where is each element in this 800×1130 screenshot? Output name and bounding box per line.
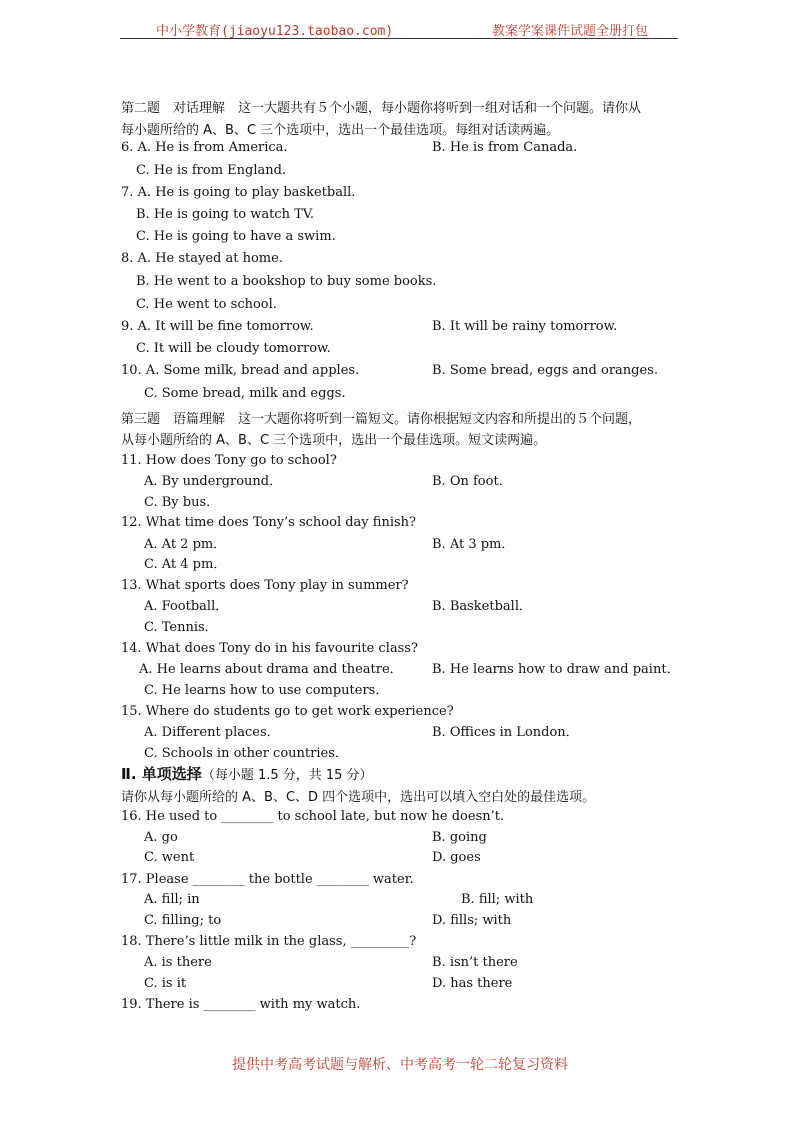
q11-option-a: A. By underground． [144, 474, 283, 489]
q14-option-c: C. He learns how to use computers． [144, 683, 389, 698]
q17-question: 17. Please ________ the bottle ________ water. [121, 872, 414, 887]
part2-heading [121, 766, 373, 784]
header-left: 中小学教育(jiaoyu123.taobao.com) [156, 24, 394, 39]
q10-option-a: 10. A. Some milk, bread and apples. [121, 363, 360, 378]
part2-instruction: 请你从每小题所给的 A、B、C、D 四个选项中，选出可以填入空白处的最佳选项。 [121, 790, 596, 805]
q7-option-a: 7. A. He is going to play basketball. [121, 185, 356, 200]
q13-option-a: A. Football． [144, 599, 229, 614]
part2-score: （每小题 1.5 分，共 15 分） [201, 768, 373, 783]
q12-option-b: B. At 3 pm． [432, 537, 515, 552]
q15-option-c: C. Schools in other countries． [144, 746, 348, 761]
q14-question: 14. What does Tony do in his favourite class? [121, 641, 418, 656]
q9-option-a: 9. A. It will be fine tomorrow. [121, 319, 314, 334]
section2-intro-line1: 第二题 对话理解 这一大题共有５个小题，每小题你将听到一组对话和一个问题。请你从 [121, 101, 642, 116]
q8-option-b: B. He went to a bookshop to buy some books. [136, 274, 437, 289]
q7-option-b: B. He is going to watch TV. [136, 207, 315, 222]
q18-option-c: C. is it [144, 976, 187, 991]
q19-question: 19. There is ________ with my watch. [121, 997, 361, 1012]
q14-option-a: A. He learns about drama and theatre． [139, 662, 403, 677]
q16-option-d: D. goes [432, 850, 481, 865]
section3-intro-line1: 第三题 语篇理解 这一大题你将听到一篇短文。请你根据短文内容和所提出的５个问题， [121, 412, 642, 427]
q16-option-b: B. going [432, 830, 487, 845]
q17-option-a: A. fill; in [144, 892, 200, 907]
q7-option-c: C. He is going to have a swim. [136, 229, 336, 244]
q6-option-b: B. He is from Canada. [432, 140, 578, 155]
q11-option-c: C. By bus． [144, 495, 220, 510]
page-header [120, 18, 678, 39]
q8-option-a: 8. A. He stayed at home. [121, 251, 283, 266]
q6-option-c: C. He is from England. [136, 163, 287, 178]
q13-option-c: C. Tennis． [144, 620, 218, 635]
q16-option-c: C. went [144, 850, 195, 865]
q8-option-c: C. He went to school. [136, 297, 277, 312]
header-right: 教案学案课件试题全册打包 [491, 24, 648, 39]
q15-option-a: A. Different places． [144, 725, 280, 740]
q17-option-b: B. fill; with [461, 892, 534, 907]
q13-question: 13. What sports does Tony play in summer? [121, 578, 409, 593]
q9-option-c: C. It will be cloudy tomorrow. [136, 341, 331, 356]
q9-option-b: B. It will be rainy tomorrow. [432, 319, 618, 334]
q10-option-c: C. Some bread, milk and eggs. [144, 386, 346, 401]
q13-option-b: B. Basketball． [432, 599, 532, 614]
q16-option-a: A. go [144, 830, 178, 845]
q15-question: 15. Where do students go to get work experience? [121, 704, 454, 719]
q12-question: 12. What time does Tony’s school day finish? [121, 515, 417, 530]
q10-option-b: B. Some bread, eggs and oranges. [432, 363, 658, 378]
q12-option-a: A. At 2 pm． [144, 537, 227, 552]
q18-option-a: A. is there [144, 955, 212, 970]
q17-option-d: D. fills; with [432, 913, 512, 928]
q11-option-b: B. On foot． [432, 474, 512, 489]
page-footer: 提供中考高考试题与解析、中考高考一轮二轮复习资料 [232, 1057, 568, 1073]
q18-option-d: D. has there [432, 976, 513, 991]
q16-question: 16. He used to ________ to school late, but now he doesn’t. [121, 809, 505, 824]
section3-intro-line2: 从每小题所给的 A、B、C 三个选项中，选出一个最佳选项。短文读两遍。 [121, 433, 547, 448]
q18-option-b: B. isn’t there [432, 955, 518, 970]
q17-option-c: C. filling; to [144, 913, 222, 928]
q15-option-b: B. Offices in London． [432, 725, 579, 740]
q14-option-b: B. He learns how to draw and paint． [432, 662, 680, 677]
section2-intro-line2: 每小题所给的 A、B、C 三个选项中，选出一个最佳选项。每组对话读两遍。 [121, 123, 560, 138]
q6-option-a: 6. A. He is from America. [121, 140, 288, 155]
q18-question: 18. There’s little milk in the glass, _________? [121, 934, 417, 949]
q12-option-c: C. At 4 pm． [144, 557, 227, 572]
part2-title: Ⅱ. 单项选择 [121, 765, 202, 783]
q11-question: 11. How does Tony go to school? [121, 453, 337, 468]
